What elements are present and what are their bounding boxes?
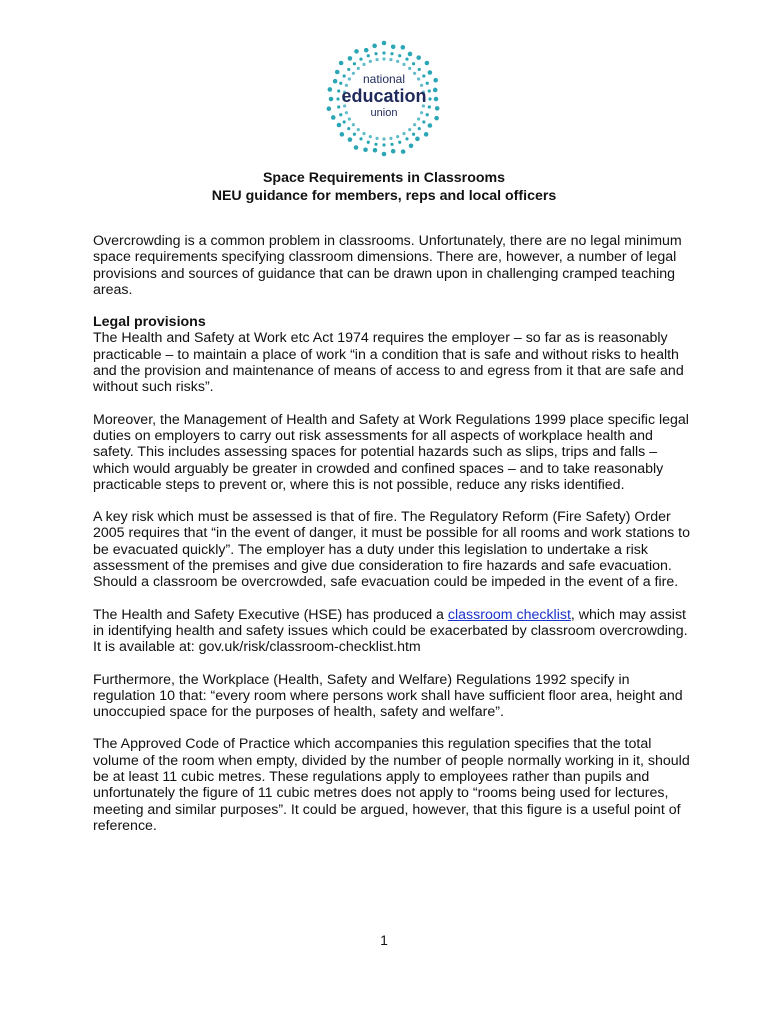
logo-dot [373, 148, 378, 153]
logo-dot [422, 74, 425, 77]
logo-dot [408, 128, 411, 131]
logo-dot [375, 58, 378, 61]
document-subtitle: NEU guidance for members, reps and local officers [211, 188, 557, 204]
logo-dot [428, 89, 431, 92]
hse-text-before: The Health and Safety Executive (HSE) has produced a [93, 606, 448, 623]
logo-dot [359, 137, 362, 140]
logo-dot [408, 67, 411, 70]
logo-dot [335, 70, 340, 75]
logo-dot [413, 123, 416, 126]
logo-dot [348, 56, 353, 61]
logo-dot [336, 97, 339, 100]
logo-dot [363, 147, 368, 152]
logo-dot [391, 45, 396, 50]
logo-dot [401, 149, 406, 154]
logo-dot [405, 137, 408, 140]
logo-dot [434, 97, 439, 102]
logo-dot [428, 123, 433, 128]
logo-dot [408, 52, 413, 57]
logo-dot [398, 141, 401, 144]
logo-dot [396, 135, 399, 138]
logo-dot [329, 97, 334, 102]
logo-dot [352, 123, 355, 126]
logo-dot [389, 58, 392, 61]
logo-dot [374, 143, 377, 146]
logo-dot [402, 63, 405, 66]
logo-dot [354, 49, 359, 54]
logo-dot [433, 88, 438, 93]
logo-dot [417, 117, 420, 120]
logo-dot [382, 143, 385, 146]
logo-dot [339, 61, 344, 66]
logo-dot [398, 54, 401, 57]
logo-dot [382, 152, 387, 157]
logo-dot [374, 52, 377, 55]
logo-dot [424, 132, 429, 137]
logo-dot [337, 123, 342, 128]
logo-dot [331, 115, 336, 120]
document-title: Space Requirements in Classrooms [262, 170, 506, 186]
document-body [93, 233, 693, 850]
logo-dot [343, 74, 346, 77]
logo-dot [420, 111, 423, 114]
logo-text-education: education [341, 86, 427, 106]
logo-dot [409, 143, 414, 148]
logo-dot [422, 120, 425, 123]
logo-dot [348, 137, 353, 142]
logo-dot [343, 120, 346, 123]
logo-dot [402, 132, 405, 135]
logo-dot [352, 72, 355, 75]
logo-dot [339, 113, 342, 116]
logo-text-national: national [362, 72, 406, 86]
logo-dot [328, 87, 333, 92]
logo-dot [391, 149, 396, 154]
neu-logo [323, 38, 445, 160]
logo-dot [333, 79, 338, 84]
logo-dot [369, 60, 372, 63]
logo-dot [364, 48, 369, 53]
logo-dot [396, 60, 399, 63]
logo-dot [433, 78, 438, 83]
logo-dot [428, 70, 433, 75]
logo-dot [340, 132, 345, 137]
logo-dot [415, 137, 420, 142]
logo-dot [345, 111, 348, 114]
intro-paragraph: Overcrowding is a common problem in classrooms. Unfortunately, there are no legal minimum space requirements specifying classroom dimensions. There are, however, a number of legal provisions and sources of guidance that can be drawn upon in challenging cramped teaching areas. [93, 233, 682, 298]
hse-text-after: , which may assist in identifying health and safety issues which could be exacerbated by classroom overcrowding. It is available at: gov.uk/risk/classroom-checklist.htm [93, 606, 688, 656]
logo-dot [382, 51, 385, 54]
logo-dot [435, 106, 440, 111]
logo-dot [401, 45, 406, 50]
logo-dot [413, 72, 416, 75]
hse-paragraph [93, 607, 693, 656]
logo-text-union: union [370, 107, 398, 119]
classroom-checklist-link[interactable]: classroom checklist [447, 606, 571, 623]
logo-dot [382, 137, 385, 140]
logo-dot [418, 127, 421, 130]
logo-dot [434, 116, 439, 121]
logo-dot [362, 63, 365, 66]
logo-dot [353, 62, 356, 65]
logo-dot [428, 97, 431, 100]
logo-dot [357, 128, 360, 131]
logo-dot [348, 117, 351, 120]
logo-dot [369, 135, 372, 138]
logo-dot [348, 77, 351, 80]
legal-provisions-heading: Legal provisions [93, 314, 206, 331]
approved-code-paragraph: The Approved Code of Practice which accompanies this regulation specifies that the total volume of the room when empty, divided by the number of people normally working in it, should be at least 11 cubic metres. These regulations apply to employees rather than pupils and unfortunately the figure of 11 cubic metres does not apply to “rooms being used for lectures, meeting and similar purposes”. It could be argued, however, that this figure is a useful point of reference. [93, 736, 690, 834]
logo-dot [417, 77, 420, 80]
logo-dot [353, 133, 356, 136]
fire-safety-paragraph: A key risk which must be assessed is that of fire. The Regulatory Reform (Fire Safety) Order 2005 requires that “in the event of danger, it must be possible for all rooms and work stations to be evacuated quickly”. The employer has a duty under this legislation to undertake a risk assessment of the premises and give due consideration to fire hazards and safe evacuation. Should a classroom be overcrowded, safe evacuation could be impeded in the event of a fire. [93, 509, 690, 591]
logo-dot [428, 105, 431, 108]
logo-dot [357, 67, 360, 70]
logo-dot [389, 137, 392, 140]
logo-dot [362, 132, 365, 135]
workplace-regulations-paragraph: Furthermore, the Workplace (Health, Safety and Welfare) Regulations 1992 specify in regulation 10 that: “every room where persons work shall have sufficient floor area, height and unoccupied space for the purposes of health, safety and welfare”. [93, 671, 683, 721]
document-title-block [0, 169, 768, 205]
page-number: 1 [380, 932, 388, 948]
logo-dot [390, 143, 393, 146]
logo-dot [426, 82, 429, 85]
logo-dot [347, 68, 350, 71]
logo-dot [327, 106, 332, 111]
logo-dot [390, 52, 393, 55]
logo-dot [339, 82, 342, 85]
logo-dot [412, 62, 415, 65]
neu-logo-graphic [323, 38, 445, 160]
logo-dot [337, 105, 340, 108]
logo-dot [426, 113, 429, 116]
logo-dot [416, 55, 421, 60]
logo-dot [375, 137, 378, 140]
legal-provisions-paragraph [93, 314, 693, 395]
logo-dot [382, 57, 385, 60]
logo-dot [405, 58, 408, 61]
logo-dot [359, 58, 362, 61]
logo-dot [354, 145, 359, 150]
logo-dot [337, 89, 340, 92]
logo-dot [367, 141, 370, 144]
logo-dot [367, 54, 370, 57]
logo-dot [425, 61, 430, 66]
logo-dot [347, 127, 350, 130]
logo-dot [382, 41, 387, 46]
logo-dot [372, 44, 377, 49]
logo-dot [412, 133, 415, 136]
management-regulations-paragraph: Moreover, the Management of Health and Safety at Work Regulations 1999 place specific legal duties on employers to carry out risk assessments for all aspects of workplace health and safety. This includes assessing spaces for potential hazards such as slips, trips and falls – which would arguably be greater in crowded and confined spaces – and to take reasonably practicable steps to prevent or, where this is not possible, reduce any risks identified. [93, 411, 689, 493]
legal-provisions-text: The Health and Safety at Work etc Act 1974 requires the employer – so far as is reasonably practicable – to maintain a place of work “in a condition that is safe and without risks to health and the provision and maintenance of means of access to and egress from it that are safe and without such risks”. [93, 330, 684, 396]
logo-dot [418, 68, 421, 71]
